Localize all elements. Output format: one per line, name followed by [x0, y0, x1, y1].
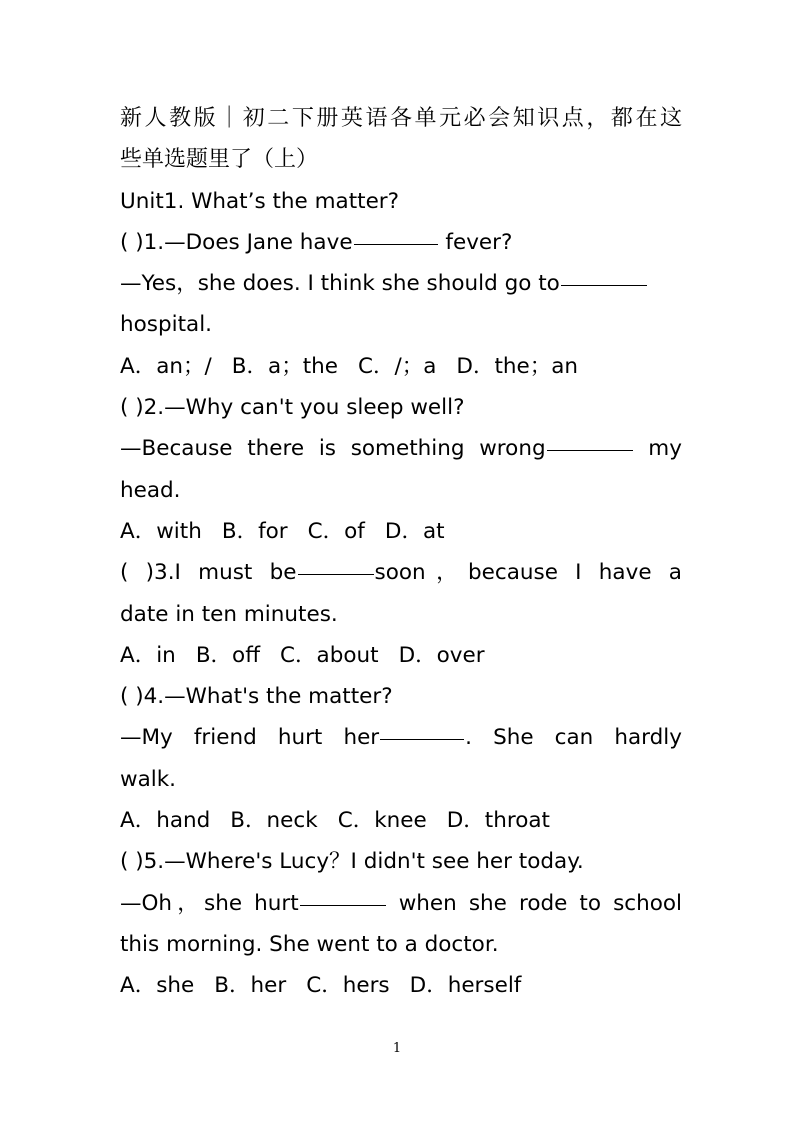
option-d: D．at [384, 518, 445, 544]
question-2-reply-text: —Because there is something wrong [120, 436, 546, 462]
option-d: D．over [398, 642, 485, 668]
question-3-stem-suffix: soon，because I have a [374, 560, 682, 586]
question-2-reply-cont: head. [120, 477, 181, 503]
document-title-line-1: 新人教版｜初二下册英语各单元必会知识点，都在这 [120, 106, 682, 131]
question-3-options [120, 635, 682, 676]
question-5-reply-cont: this morning. She went to a doctor. [120, 931, 499, 957]
question-4-stem: ( )4.—What's the matter? [120, 684, 393, 710]
question-1-stem-suffix: fever? [438, 229, 513, 255]
question-2-reply-suffix: my [633, 436, 682, 462]
document-title-line-2: 些单选题里了（上） [120, 147, 319, 173]
option-a: A．hand [120, 808, 211, 834]
answer-blank [547, 449, 633, 451]
option-d: D．herself [409, 973, 522, 999]
question-1-stem [120, 222, 682, 263]
question-5-options [120, 965, 682, 1006]
document-body [120, 98, 682, 1007]
question-4-reply [120, 717, 682, 758]
option-c: C．knee [337, 808, 427, 834]
option-a: A．she [120, 973, 195, 999]
option-b: B．a；the [231, 353, 338, 379]
question-3-stem-text: ( )3.I must be [120, 560, 297, 586]
question-2-reply [120, 428, 682, 469]
answer-blank [380, 738, 464, 740]
answer-blank [354, 243, 438, 245]
option-c: C．hers [306, 973, 390, 999]
option-a: A．in [120, 642, 176, 668]
option-c: C．/；a [357, 353, 437, 379]
option-b: B．her [214, 973, 287, 999]
unit-heading: Unit1. What’s the matter? [120, 188, 400, 214]
question-4-reply-text: —My friend hurt her [120, 725, 380, 751]
question-1-options [120, 346, 682, 387]
question-5-stem: ( )5.—Where's Lucy？I didn't see her today. [120, 849, 584, 875]
question-2-options [120, 511, 682, 552]
answer-blank [300, 904, 386, 906]
question-4-reply-cont: walk. [120, 766, 177, 792]
question-3-stem [120, 552, 682, 593]
question-3-stem-cont: date in ten minutes. [120, 601, 338, 627]
option-b: B．neck [230, 808, 318, 834]
question-1-reply-text: —Yes，she does. I think she should go to [120, 271, 560, 297]
question-1-reply [120, 263, 682, 304]
option-a: A．an；/ [120, 353, 212, 379]
option-b: B．off [195, 642, 261, 668]
option-d: D．the；an [456, 353, 579, 379]
question-4-reply-suffix: . She can hardly [465, 725, 682, 751]
answer-blank [561, 284, 647, 286]
question-4-options [120, 800, 682, 841]
option-a: A．with [120, 518, 202, 544]
question-5-reply [120, 883, 682, 924]
question-5-reply-suffix: when she rode to school [386, 890, 683, 916]
page-number: 1 [392, 1041, 402, 1056]
option-c: C．about [280, 642, 379, 668]
option-c: C．of [307, 518, 365, 544]
question-1-stem-text: ( )1.—Does Jane have [120, 229, 353, 255]
option-b: B．for [221, 518, 288, 544]
option-d: D．throat [446, 808, 550, 834]
question-1-reply-cont: hospital. [120, 312, 213, 338]
answer-blank [298, 573, 374, 575]
question-2-stem: ( )2.—Why can't you sleep well? [120, 395, 465, 421]
question-5-reply-text: —Oh，she hurt [120, 890, 299, 916]
